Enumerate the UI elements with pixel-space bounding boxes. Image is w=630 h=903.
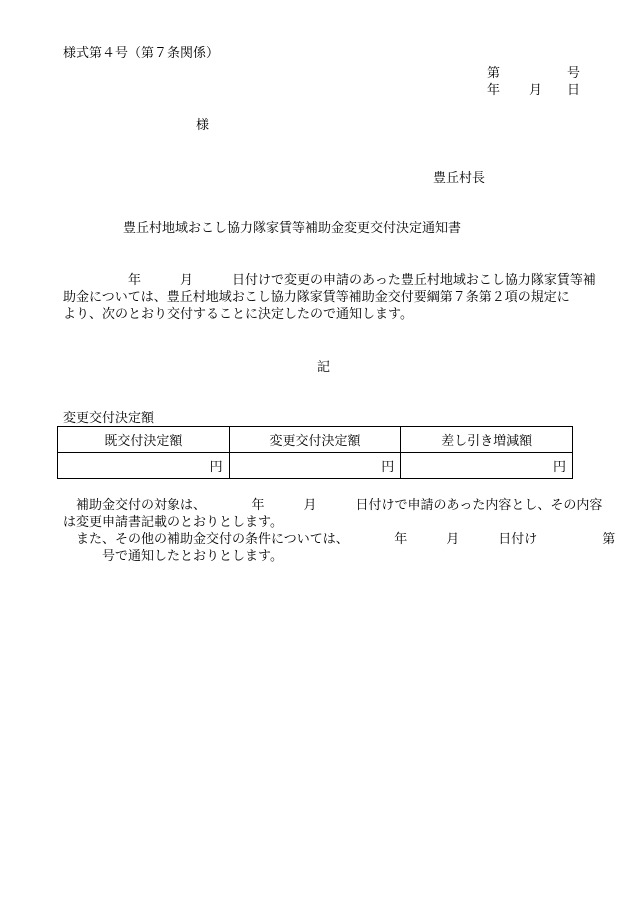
body-paragraph [63, 272, 596, 323]
body-line: より、次のとおり交付することに決定したので通知します。 [63, 307, 413, 322]
table-caption: 変更交付決定額 [63, 411, 155, 426]
body-line: 年 月 日付けで変更の申請のあった豊丘村地域おこし協力隊家賃等補 [63, 273, 596, 288]
date-year-label: 年 [487, 83, 501, 98]
condition-line: 号で通知したとおりとします。 [63, 549, 283, 564]
date-month-label: 月 [529, 83, 543, 98]
amount-table [57, 426, 573, 479]
table-header-row [58, 427, 573, 453]
document-number-suffix: 号 [567, 66, 581, 81]
date-day-label: 日 [567, 83, 581, 98]
condition-line: は変更申請書記載のとおりとします。 [63, 515, 283, 530]
previous-amount-cell: 円 [58, 453, 230, 479]
body-line: 助金については、豊丘村地域おこし協力隊家賃等補助金交付要綱第７条第２項の規定に [63, 290, 570, 305]
issuer-name: 豊丘村長 [433, 171, 486, 186]
table-row [58, 453, 573, 479]
header-changed-amount: 変更交付決定額 [229, 427, 401, 453]
changed-amount-cell: 円 [229, 453, 401, 479]
difference-amount-cell: 円 [401, 453, 573, 479]
addressee-honorific: 様 [196, 118, 210, 133]
condition-line: また、その他の補助金交付の条件については、 年 月 日付け 第 [63, 532, 616, 547]
ki-heading: 記 [317, 360, 331, 375]
header-difference-amount: 差し引き増減額 [401, 427, 573, 453]
form-number: 様式第４号（第７条関係） [63, 46, 220, 61]
document-number-prefix: 第 [487, 66, 501, 81]
document-title: 豊丘村地域おこし協力隊家賃等補助金変更交付決定通知書 [123, 221, 462, 236]
condition-line: 補助金交付の対象は、 年 月 日付けで申請のあった内容とし、その内容 [63, 498, 603, 513]
header-previous-amount: 既交付決定額 [58, 427, 230, 453]
conditions-paragraph [63, 497, 616, 565]
